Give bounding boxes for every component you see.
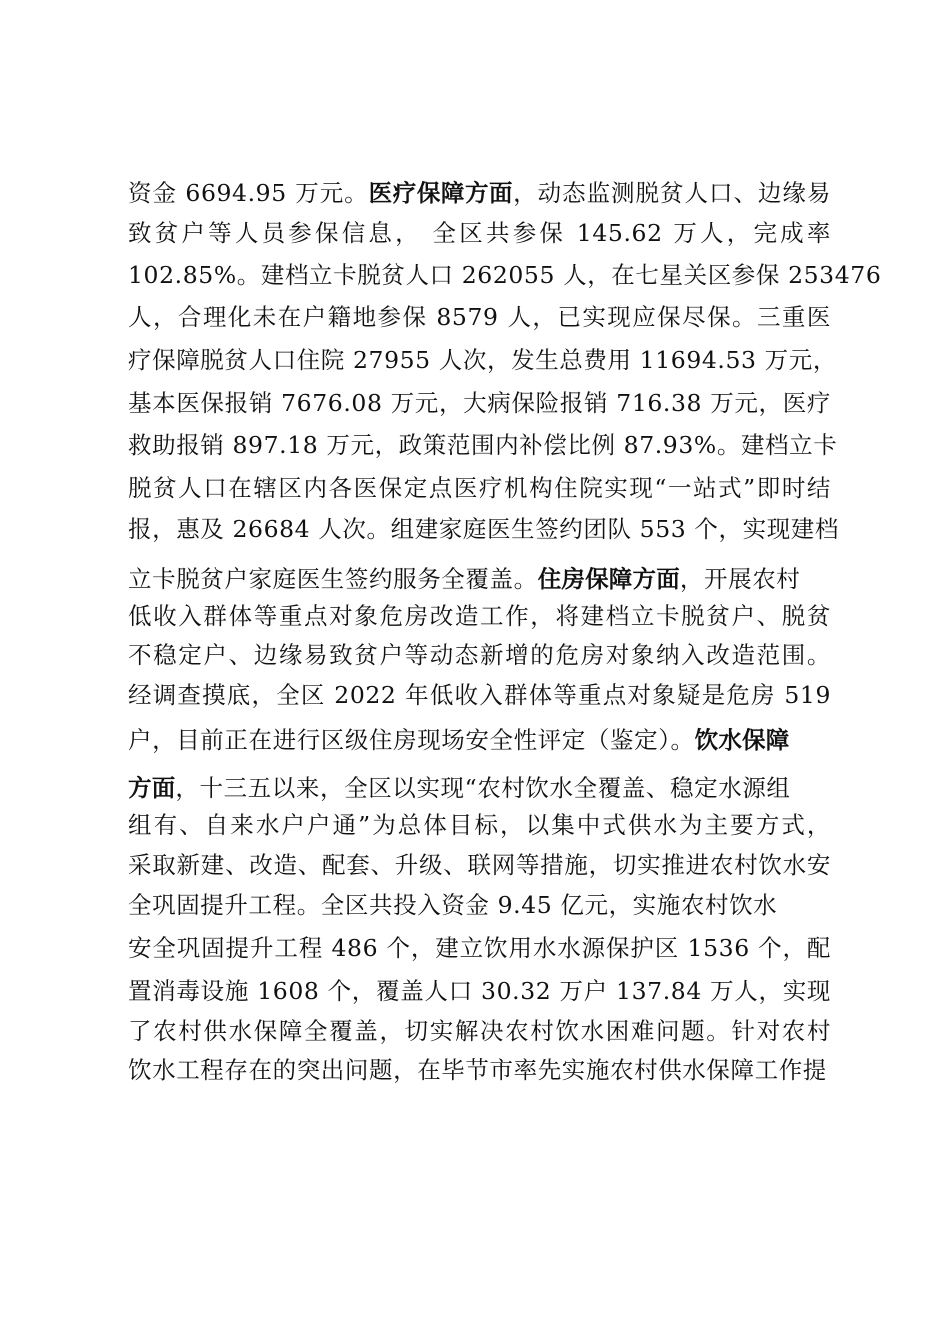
text-line: 救助报销 897.18 万元，政策范围内补偿比例 87.93%。建档立卡 (128, 431, 838, 459)
text-line: 采取新建、改造、配套、升级、联网等措施，切实推进农村饮水安 (128, 851, 831, 879)
text-line: 饮水工程存在的突出问题，在毕节市率先实施农村供水保障工作提 (128, 1056, 827, 1084)
text-line: 102.85%。建档立卡脱贫人口 262055 人，在七星关区参保 253476 (128, 261, 882, 289)
text-line: 脱贫人口在辖区内各医保定点医疗机构住院实现“一站式”即时结 (128, 474, 831, 502)
text-line: 报，惠及 26684 人次。组建家庭医生签约团队 553 个，实现建档 (128, 515, 839, 543)
text-line: 置消毒设施 1608 个，覆盖人口 30.32 万户 137.84 万人，实现 (128, 977, 831, 1005)
text-line: 全巩固提升工程。全区共投入资金 9.45 亿元，实施农村饮水 (128, 891, 778, 919)
text-line: 立卡脱贫户家庭医生签约服务全覆盖。住房保障方面，开展农村 (128, 565, 801, 593)
section-heading-housing: 住房保障方面 (537, 565, 680, 593)
text-line: 方面，十三五以来，全区以实现“农村饮水全覆盖、稳定水源组 (128, 774, 791, 802)
text-line: 疗保障脱贫人口住院 27955 人次，发生总费用 11694.53 万元， (128, 346, 837, 374)
text-line: 致贫户等人员参保信息， 全区共参保 145.62 万人，完成率 (128, 219, 831, 247)
text-line: 经调查摸底，全区 2022 年低收入群体等重点对象疑是危房 519 (128, 681, 831, 709)
text-line: 基本医保报销 7676.08 万元，大病保险报销 716.38 万元，医疗 (128, 389, 831, 417)
text-line: 户，目前正在进行区级住房现场安全性评定（鉴定）。饮水保障 (128, 726, 790, 754)
section-heading-medical: 医疗保障方面 (368, 179, 514, 207)
text-line: 人，合理化未在户籍地参保 8579 人，已实现应保尽保。三重医 (128, 303, 831, 331)
text-line: 低收入群体等重点对象危房改造工作，将建档立卡脱贫户、脱贫 (128, 602, 831, 630)
text-line: 安全巩固提升工程 486 个，建立饮用水水源保护区 1536 个，配 (128, 934, 831, 962)
text-line: 资金 6694.95 万元。医疗保障方面，动态监测脱贫人口、边缘易 (128, 179, 831, 207)
text-line: 不稳定户、边缘易致贫户等动态新增的危房对象纳入改造范围。 (128, 641, 831, 669)
section-heading-water-cont: 方面 (128, 774, 176, 802)
text-line: 了农村供水保障全覆盖，切实解决农村饮水困难问题。针对农村 (128, 1017, 831, 1045)
section-heading-water: 饮水保障 (694, 726, 790, 754)
text-line: 组有、自来水户户通”为总体目标，以集中式供水为主要方式， (128, 811, 831, 839)
